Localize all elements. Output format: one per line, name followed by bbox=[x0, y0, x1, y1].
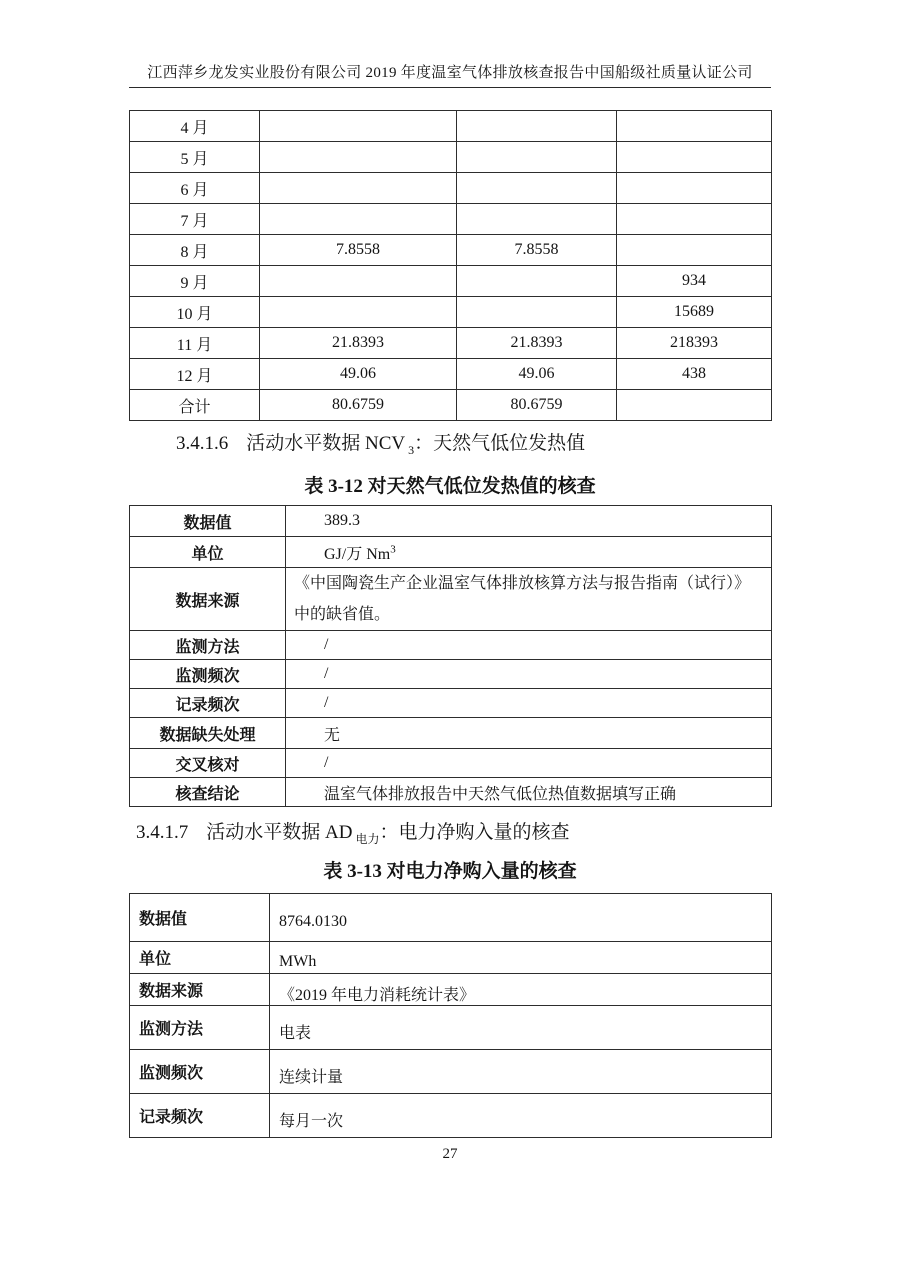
table-row bbox=[130, 631, 772, 660]
value-cell bbox=[617, 142, 772, 173]
row-value: 电表 bbox=[270, 1006, 772, 1050]
table-3-12-caption: 表 3-12 对天然气低位发热值的核查 bbox=[304, 476, 596, 497]
table-row-total bbox=[130, 390, 772, 421]
table-row bbox=[130, 974, 772, 1006]
table-row bbox=[130, 204, 772, 235]
section-title-suffix: ：天然气低位发热值 bbox=[414, 433, 586, 454]
section-title-subscript: 电力 bbox=[355, 831, 380, 846]
row-value: 每月一次 bbox=[270, 1094, 772, 1138]
row-value: 8764.0130 bbox=[270, 894, 772, 942]
row-value: 温室气体排放报告中天然气低位热值数据填写正确 bbox=[286, 778, 772, 807]
table-row bbox=[130, 689, 772, 718]
value-cell: 7.8558 bbox=[457, 235, 617, 266]
table-row bbox=[130, 297, 772, 328]
value-cell bbox=[260, 266, 457, 297]
row-value: 连续计量 bbox=[270, 1050, 772, 1094]
row-label: 数据缺失处理 bbox=[130, 718, 286, 749]
row-value: / bbox=[286, 689, 772, 718]
row-value: 389.3 bbox=[286, 506, 772, 537]
table-row bbox=[130, 660, 772, 689]
value-cell bbox=[260, 204, 457, 235]
table-row bbox=[130, 942, 772, 974]
value-cell bbox=[457, 142, 617, 173]
value-cell: 21.8393 bbox=[260, 328, 457, 359]
value-cell: 80.6759 bbox=[260, 390, 457, 421]
row-label: 监测频次 bbox=[130, 1050, 270, 1094]
value-cell bbox=[457, 266, 617, 297]
month-cell: 7 月 bbox=[130, 204, 260, 235]
row-label: 单位 bbox=[130, 942, 270, 974]
table-3-12 bbox=[129, 505, 772, 807]
section-number: 3.4.1.7 bbox=[136, 822, 189, 843]
section-title-subscript: 3 bbox=[408, 442, 415, 457]
month-cell: 9 月 bbox=[130, 266, 260, 297]
table-row bbox=[130, 173, 772, 204]
table-row bbox=[130, 537, 772, 568]
section-heading-3-4-1-6 bbox=[176, 428, 585, 458]
row-value: 无 bbox=[286, 718, 772, 749]
row-value: 《2019 年电力消耗统计表》 bbox=[270, 974, 772, 1006]
value-cell: 7.8558 bbox=[260, 235, 457, 266]
row-value: / bbox=[286, 749, 772, 778]
value-cell bbox=[617, 173, 772, 204]
value-cell bbox=[260, 142, 457, 173]
value-cell: 934 bbox=[617, 266, 772, 297]
value-cell bbox=[617, 204, 772, 235]
value-cell bbox=[617, 111, 772, 142]
table-row bbox=[130, 1006, 772, 1050]
row-label: 监测方法 bbox=[130, 1006, 270, 1050]
row-value: / bbox=[286, 660, 772, 689]
unit-superscript: 3 bbox=[390, 543, 396, 556]
row-label: 数据来源 bbox=[130, 974, 270, 1006]
table-row bbox=[130, 778, 772, 807]
table-row bbox=[130, 235, 772, 266]
value-cell bbox=[617, 235, 772, 266]
monthly-data-table bbox=[129, 110, 772, 421]
row-label: 核查结论 bbox=[130, 778, 286, 807]
section-title-text: 活动水平数据 AD bbox=[206, 822, 353, 843]
document-header-title: 江西萍乡龙发实业股份有限公司 2019 年度温室气体排放核查报告中国船级社质量认证公司 bbox=[147, 65, 753, 81]
row-value: 《中国陶瓷生产企业温室气体排放核算方法与报告指南（试行）》中的缺省值。 bbox=[286, 568, 772, 631]
table-row bbox=[130, 266, 772, 297]
value-cell bbox=[457, 173, 617, 204]
row-label: 单位 bbox=[130, 537, 286, 568]
month-cell: 10 月 bbox=[130, 297, 260, 328]
month-cell: 11 月 bbox=[130, 328, 260, 359]
page-number: 27 bbox=[442, 1146, 458, 1162]
row-label: 交叉核对 bbox=[130, 749, 286, 778]
row-label: 数据来源 bbox=[130, 568, 286, 631]
table-row bbox=[130, 142, 772, 173]
row-label: 记录频次 bbox=[130, 1094, 270, 1138]
table-row bbox=[130, 568, 772, 631]
section-number: 3.4.1.6 bbox=[176, 433, 229, 454]
value-cell: 80.6759 bbox=[457, 390, 617, 421]
row-value: MWh bbox=[270, 942, 772, 974]
table-row bbox=[130, 111, 772, 142]
month-cell: 8 月 bbox=[130, 235, 260, 266]
value-cell bbox=[457, 204, 617, 235]
value-cell: 21.8393 bbox=[457, 328, 617, 359]
table-row bbox=[130, 749, 772, 778]
row-label: 数据值 bbox=[130, 894, 270, 942]
table-row bbox=[130, 506, 772, 537]
month-cell: 4 月 bbox=[130, 111, 260, 142]
value-cell bbox=[260, 111, 457, 142]
value-cell bbox=[260, 173, 457, 204]
month-cell: 12 月 bbox=[130, 359, 260, 390]
table-row bbox=[130, 718, 772, 749]
value-cell: 15689 bbox=[617, 297, 772, 328]
section-title-suffix: ：电力净购入量的核查 bbox=[379, 822, 570, 843]
section-heading-3-4-1-7 bbox=[136, 817, 569, 847]
row-value bbox=[286, 537, 772, 568]
value-cell bbox=[457, 111, 617, 142]
value-cell: 49.06 bbox=[457, 359, 617, 390]
month-cell: 6 月 bbox=[130, 173, 260, 204]
total-label-cell: 合计 bbox=[130, 390, 260, 421]
row-label: 监测频次 bbox=[130, 660, 286, 689]
table-row bbox=[130, 1094, 772, 1138]
section-title-text: 活动水平数据 NCV bbox=[246, 433, 406, 454]
row-label: 监测方法 bbox=[130, 631, 286, 660]
table-row bbox=[130, 894, 772, 942]
value-cell bbox=[617, 390, 772, 421]
value-cell bbox=[457, 297, 617, 328]
row-label: 记录频次 bbox=[130, 689, 286, 718]
value-cell: 218393 bbox=[617, 328, 772, 359]
table-row bbox=[130, 359, 772, 390]
month-cell: 5 月 bbox=[130, 142, 260, 173]
row-value: / bbox=[286, 631, 772, 660]
value-cell: 49.06 bbox=[260, 359, 457, 390]
value-cell: 438 bbox=[617, 359, 772, 390]
row-label: 数据值 bbox=[130, 506, 286, 537]
table-row bbox=[130, 328, 772, 359]
document-header bbox=[129, 61, 771, 88]
value-cell bbox=[260, 297, 457, 328]
unit-text: GJ/万 Nm bbox=[324, 545, 391, 563]
table-3-13-caption: 表 3-13 对电力净购入量的核查 bbox=[323, 861, 577, 882]
table-row bbox=[130, 1050, 772, 1094]
table-3-13 bbox=[129, 893, 772, 1138]
